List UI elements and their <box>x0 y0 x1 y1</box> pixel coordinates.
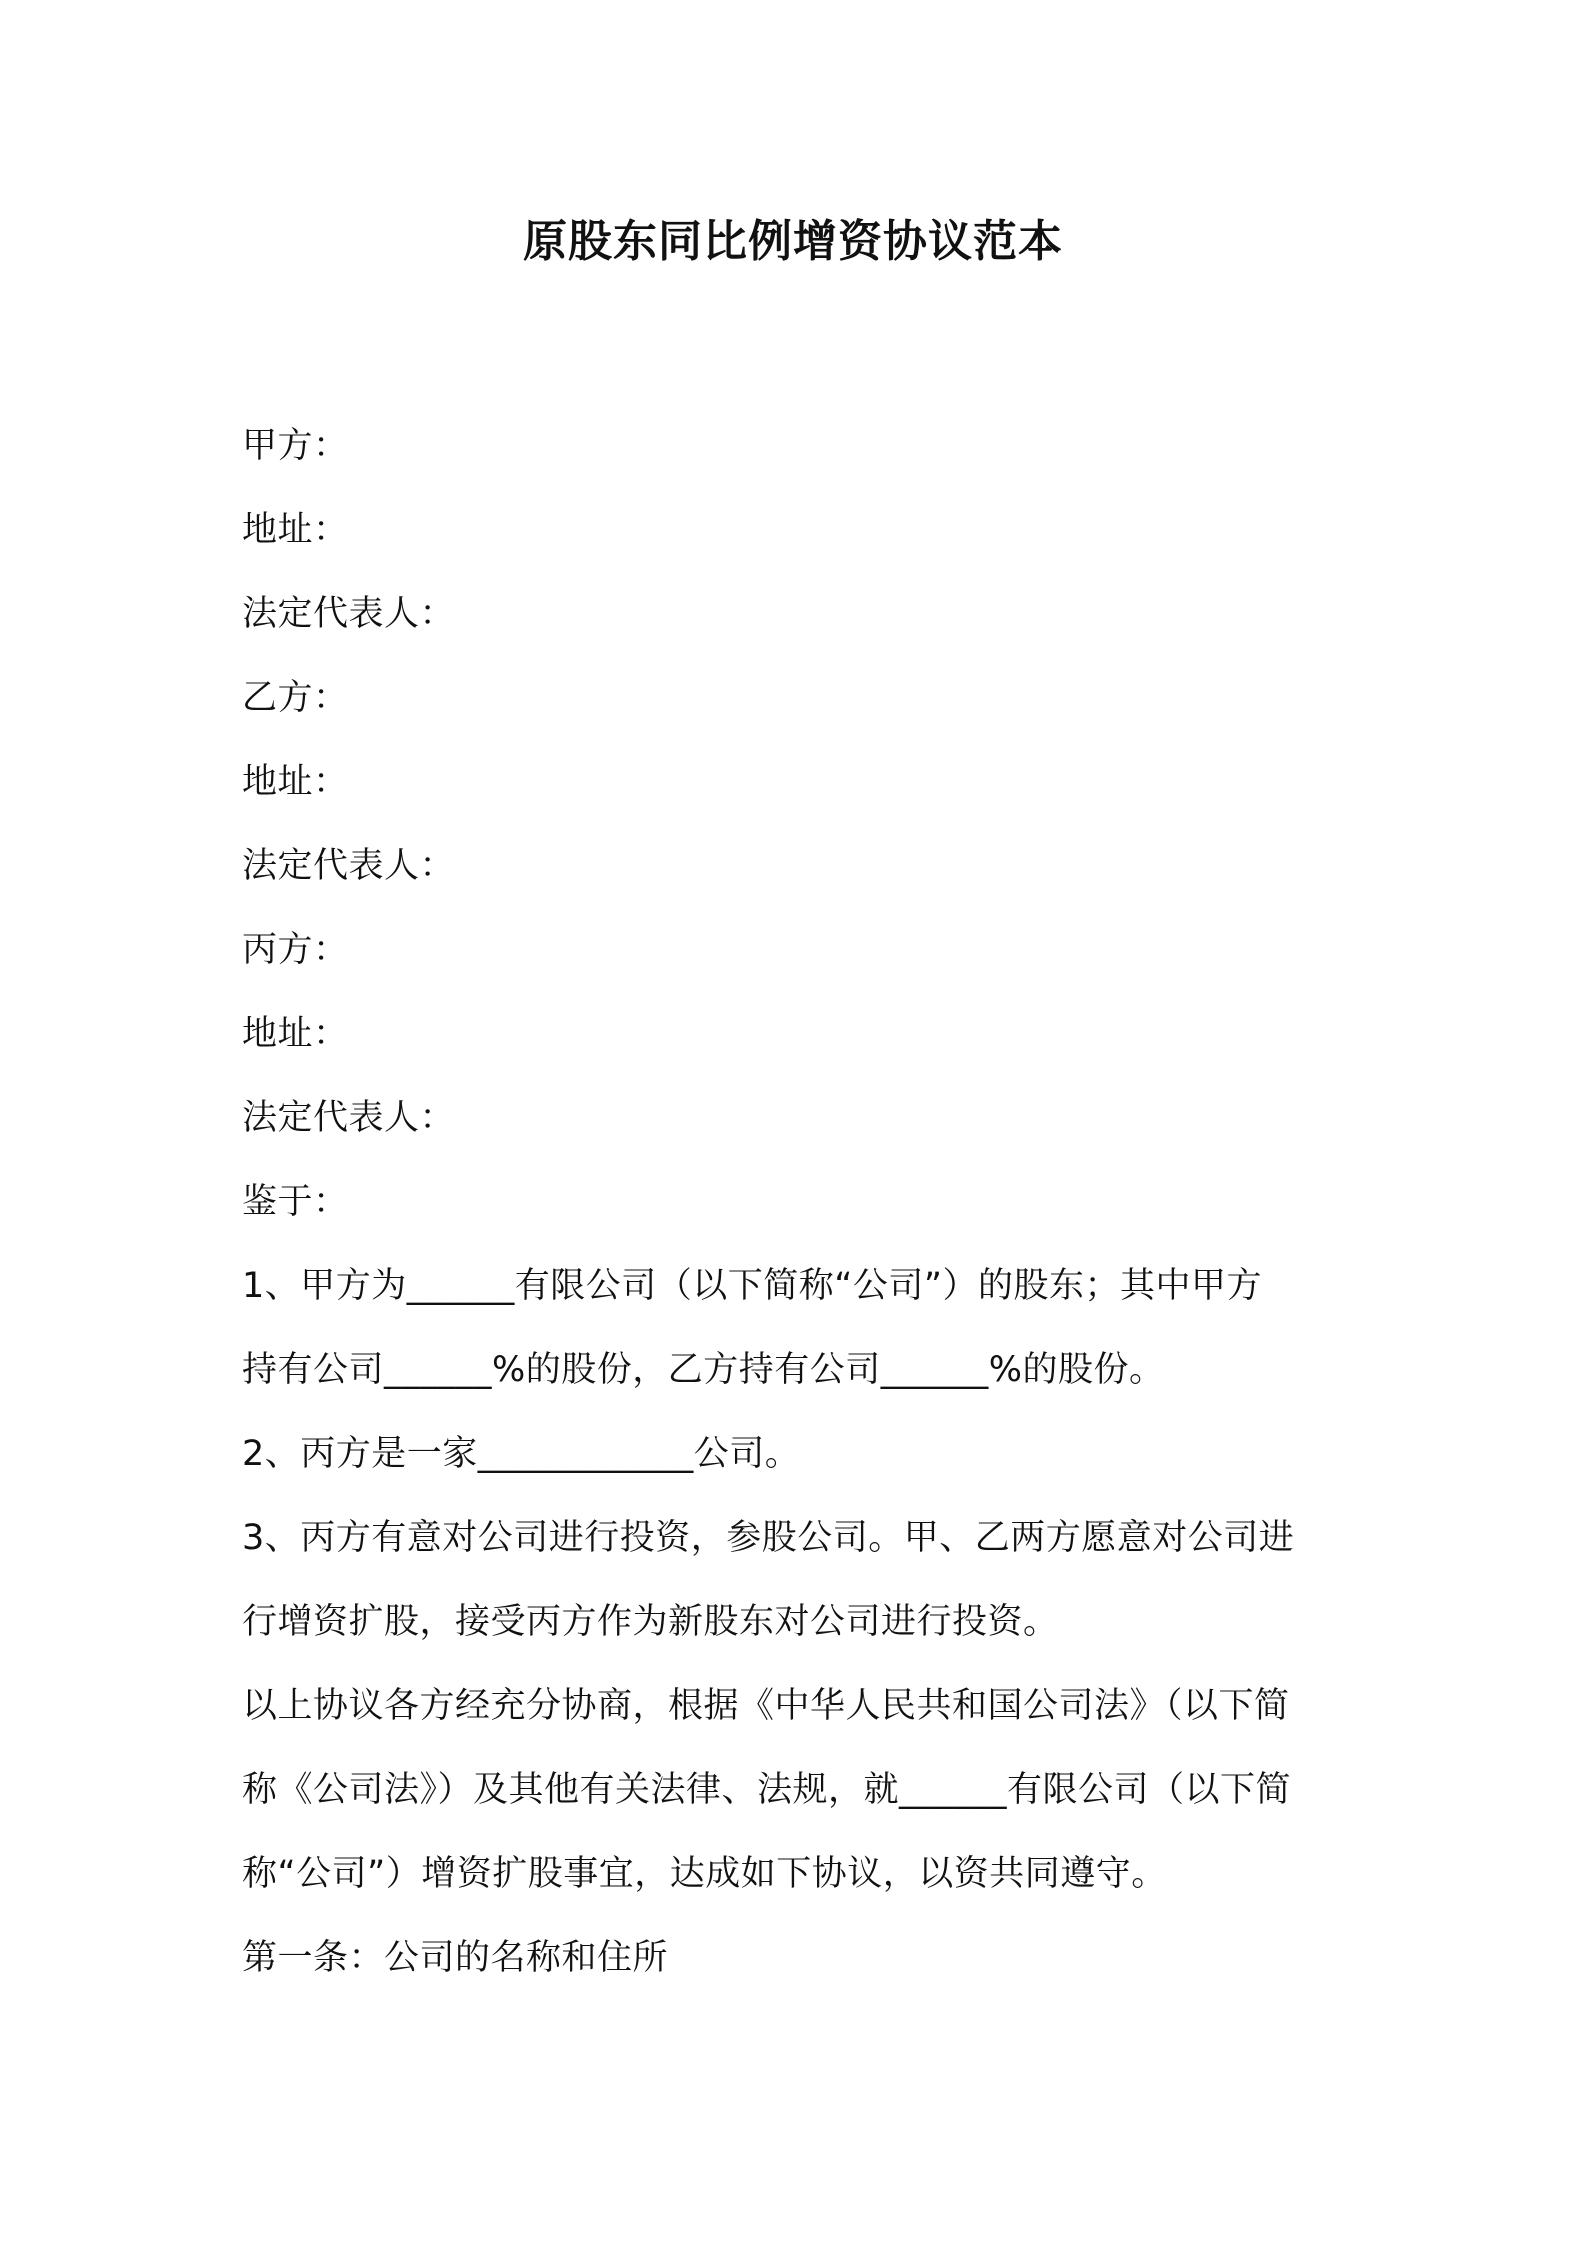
article-1-heading: 第一条：公司的名称和住所 <box>242 1938 669 1978</box>
party-a-representative-label: 法定代表人： <box>242 594 456 634</box>
document-title: 原股东同比例增资协议范本 <box>523 216 1063 267</box>
party-c-representative-label: 法定代表人： <box>242 1098 456 1138</box>
clause-2-line-1: 2、丙方是一家____________公司。 <box>242 1434 801 1474</box>
document-body <box>242 404 1362 2000</box>
agreement-intro-line-2: 称《公司法》）及其他有关法律、法规，就______有限公司（以下简 <box>242 1770 1292 1810</box>
party-c-label: 丙方： <box>242 930 349 970</box>
clause-1-line-1: 1、甲方为______有限公司（以下简称“公司”）的股东；其中甲方 <box>242 1266 1263 1306</box>
clause-3-line-1: 3、丙方有意对公司进行投资，参股公司。甲、乙两方愿意对公司进 <box>242 1518 1295 1558</box>
party-a-label: 甲方： <box>242 426 349 466</box>
clause-3-line-2: 行增资扩股，接受丙方作为新股东对公司进行投资。 <box>242 1602 1059 1642</box>
party-c-address-label: 地址： <box>242 1014 349 1054</box>
clause-1-line-2: 持有公司______%的股份，乙方持有公司______%的股份。 <box>242 1350 1165 1390</box>
whereas-heading: 鉴于： <box>242 1182 349 1222</box>
party-b-label: 乙方： <box>242 678 349 718</box>
party-b-address-label: 地址： <box>242 762 349 802</box>
party-a-address-label: 地址： <box>242 510 349 550</box>
agreement-intro-line-1: 以上协议各方经充分协商，根据《中华人民共和国公司法》（以下简 <box>242 1686 1290 1726</box>
party-b-representative-label: 法定代表人： <box>242 846 456 886</box>
agreement-intro-line-3: 称“公司”）增资扩股事宜，达成如下协议，以资共同遵守。 <box>242 1854 1167 1894</box>
